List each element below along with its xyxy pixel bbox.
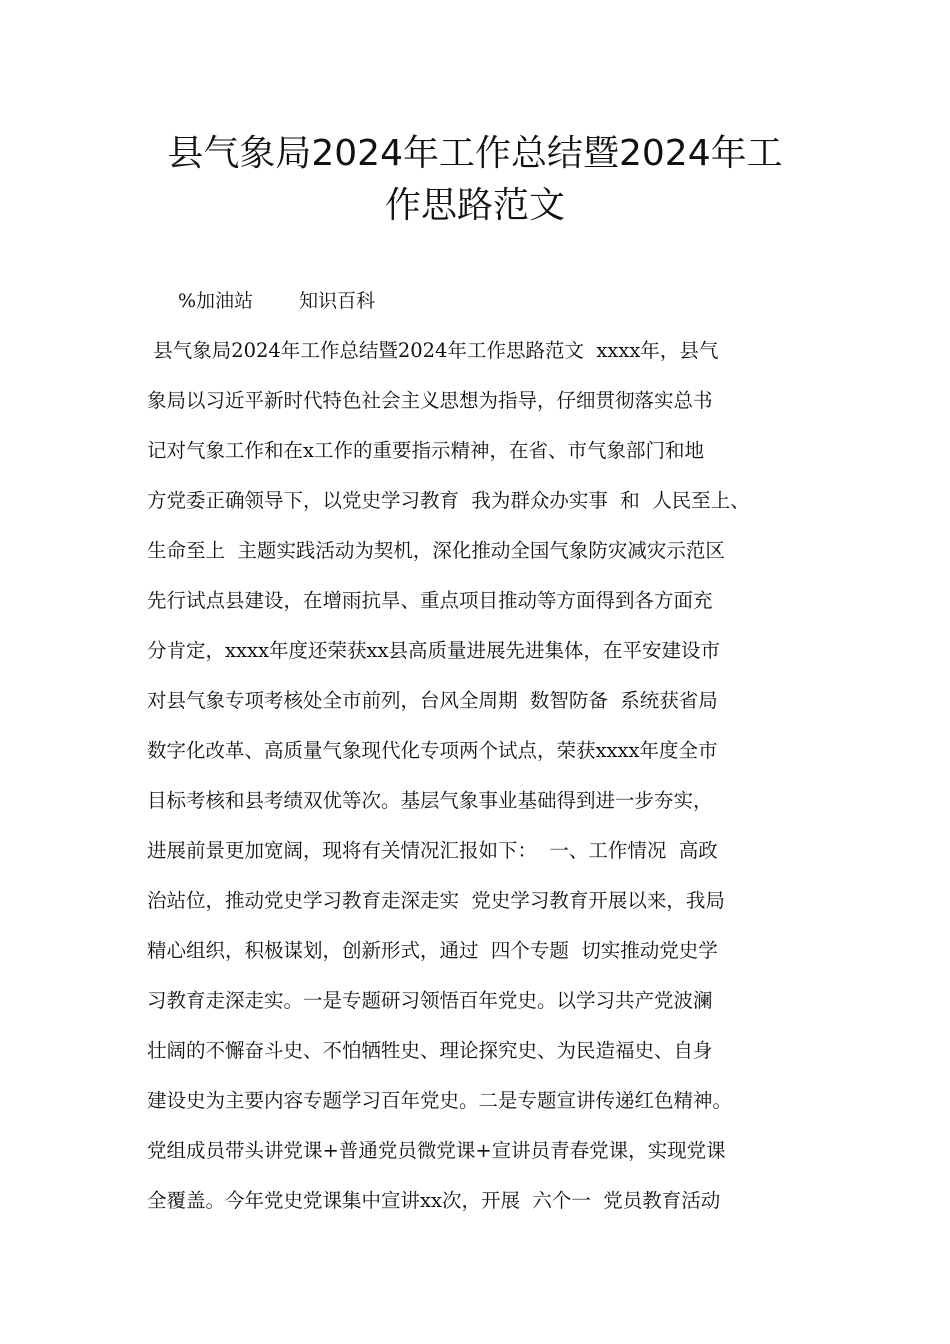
body-line: 先行试点县建设，在增雨抗旱、重点项目推动等方面得到各方面充 <box>147 589 713 612</box>
title-line-2: 作思路范文 <box>384 185 565 226</box>
body-line: 数字化改革、高质量气象现代化专项两个试点，荣获xxxx年度全市 <box>147 739 718 762</box>
body-line: 分肯定，xxxx年度还荣获xx县高质量进展先进集体，在平安建设市 <box>147 639 720 662</box>
body-line: 全覆盖。今年党史党课集中宣讲xx次，开展 六个一 党员教育活动 <box>147 1189 721 1212</box>
body-line: 治站位，推动党史学习教育走深走实 党史学习教育开展以来，我局 <box>147 889 725 912</box>
document-body <box>147 336 827 1236</box>
body-line: 记对气象工作和在x工作的重要指示精神，在省、市气象部门和地 <box>147 439 704 462</box>
body-line: 对县气象专项考核处全市前列，台风全周期 数智防备 系统获省局 <box>147 689 718 712</box>
meta-category: 知识百科 <box>299 290 376 312</box>
body-line: 生命至上 主题实践活动为契机，深化推动全国气象防灾减灾示范区 <box>147 539 725 562</box>
body-line: 精心组织，积极谋划，创新形式，通过 四个专题 切实推动党史学 <box>147 939 718 962</box>
body-line: 象局以习近平新时代特色社会主义思想为指导，仔细贯彻落实总书 <box>147 389 713 412</box>
title-line-1: 县气象局2024年工作总结暨2024年工 <box>167 133 783 174</box>
body-line: 县气象局2024年工作总结暨2024年工作思路范文 xxxx年，县气 <box>147 339 719 362</box>
body-line: 方党委正确领导下，以党史学习教育 我为群众办实事 和 人民至上、 <box>147 489 750 512</box>
meta-source: %加油站 <box>178 290 254 312</box>
body-line: 建设史为主要内容专题学习百年党史。二是专题宣讲传递红色精神。 <box>147 1089 733 1112</box>
body-line: 习教育走深走实。一是专题研习领悟百年党史。以学习共产党波澜 <box>147 989 713 1012</box>
body-line: 党组成员带头讲党课+普通党员微党课+宣讲员青春党课，实现党课 <box>147 1139 726 1162</box>
body-line: 进展前景更加宽阔，现将有关情况汇报如下： 一、工作情况 高政 <box>147 839 718 862</box>
body-line: 壮阔的不懈奋斗史、不怕牺牲史、理论探究史、为民造福史、自身 <box>147 1039 713 1062</box>
body-line: 目标考核和县考绩双优等次。基层气象事业基础得到进一步夯实， <box>147 789 713 812</box>
document-title <box>120 128 830 232</box>
document-meta <box>178 286 375 316</box>
